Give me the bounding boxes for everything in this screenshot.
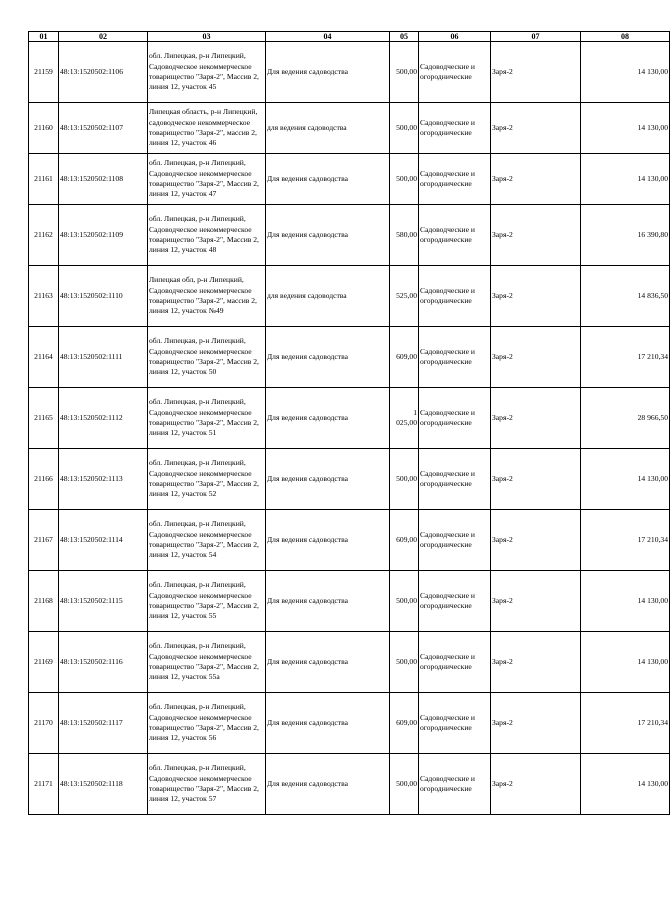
table-row [29, 632, 670, 693]
plot-area: 500,00 [390, 754, 419, 815]
plot-address: Липецкая область, р-н Липецкий, садоводческое некоммерческое товарищество "Заря-2", массив 2, линия 12, участок 46 [148, 103, 266, 154]
land-category: Садоводческие и огороднические [419, 693, 491, 754]
plot-address: обл. Липецкая, р-н Липецкий, Садоводческое некоммерческое товарищество "Заря-2", Массив 2, линия 12, участок 57 [148, 754, 266, 815]
land-category: Садоводческие и огороднические [419, 266, 491, 327]
table-row [29, 154, 670, 205]
plot-address: обл. Липецкая, р-н Липецкий, Садоводческое некоммерческое товарищество "Заря-2", Массив 2, линия 12, участок 45 [148, 42, 266, 103]
land-category: Садоводческие и огороднические [419, 632, 491, 693]
land-category: Садоводческие и огороднические [419, 571, 491, 632]
partnership-name: Заря-2 [491, 42, 581, 103]
table-row [29, 266, 670, 327]
partnership-name: Заря-2 [491, 632, 581, 693]
land-category: Садоводческие и огороднические [419, 327, 491, 388]
plot-address: Липецкая обл, р-н Липецкий, Садоводческое некоммерческое товарищество "Заря-2", массив 2, линия 12, участок №49 [148, 266, 266, 327]
permitted-use: Для ведения садоводства [266, 449, 390, 510]
permitted-use: Для ведения садоводства [266, 693, 390, 754]
partnership-name: Заря-2 [491, 449, 581, 510]
plot-area: 609,00 [390, 693, 419, 754]
land-category: Садоводческие и огороднические [419, 42, 491, 103]
plot-area: 525,00 [390, 266, 419, 327]
permitted-use: Для ведения садоводства [266, 510, 390, 571]
cadastral-cost: 17 210,34 [581, 510, 670, 571]
col-header-02: 02 [59, 32, 148, 42]
cadastral-number: 48:13:1520502:1112 [59, 388, 148, 449]
plot-address: обл. Липецкая, р-н Липецкий, Садоводческое некоммерческое товарищество "Заря-2", Массив 2, линия 12, участок 54 [148, 510, 266, 571]
cadastral-number: 48:13:1520502:1113 [59, 449, 148, 510]
row-number: 21166 [29, 449, 59, 510]
cadastral-cost: 16 390,80 [581, 205, 670, 266]
cadastral-number: 48:13:1520502:1107 [59, 103, 148, 154]
permitted-use: Для ведения садоводства [266, 42, 390, 103]
table-row [29, 103, 670, 154]
table-row [29, 510, 670, 571]
partnership-name: Заря-2 [491, 205, 581, 266]
permitted-use: для ведения садоводства [266, 103, 390, 154]
cadastral-cost: 14 130,00 [581, 154, 670, 205]
row-number: 21170 [29, 693, 59, 754]
cadastral-cost: 14 130,00 [581, 754, 670, 815]
land-category: Садоводческие и огороднические [419, 449, 491, 510]
permitted-use: Для ведения садоводства [266, 632, 390, 693]
col-header-05: 05 [390, 32, 419, 42]
cadastral-number: 48:13:1520502:1110 [59, 266, 148, 327]
row-number: 21162 [29, 205, 59, 266]
table-row [29, 449, 670, 510]
cadastral-number: 48:13:1520502:1108 [59, 154, 148, 205]
land-category: Садоводческие и огороднические [419, 388, 491, 449]
table-row [29, 388, 670, 449]
cadastral-cost: 14 130,00 [581, 449, 670, 510]
table-row [29, 754, 670, 815]
cadastral-number: 48:13:1520502:1106 [59, 42, 148, 103]
land-category: Садоводческие и огороднические [419, 205, 491, 266]
cadastral-cost: 17 210,34 [581, 693, 670, 754]
land-category: Садоводческие и огороднические [419, 754, 491, 815]
row-number: 21160 [29, 103, 59, 154]
partnership-name: Заря-2 [491, 154, 581, 205]
plot-address: обл. Липецкая, р-н Липецкий, Садоводческое некоммерческое товарищество "Заря-2", Массив 2, линия 12, участок 55а [148, 632, 266, 693]
cadastral-number: 48:13:1520502:1118 [59, 754, 148, 815]
partnership-name: Заря-2 [491, 327, 581, 388]
plot-area: 609,00 [390, 510, 419, 571]
row-number: 21165 [29, 388, 59, 449]
cadastral-cost: 14 130,00 [581, 632, 670, 693]
cadastral-number: 48:13:1520502:1115 [59, 571, 148, 632]
document-page [28, 31, 668, 815]
land-category: Садоводческие и огороднические [419, 103, 491, 154]
cadastral-cost: 14 130,00 [581, 103, 670, 154]
header-row [29, 32, 670, 42]
plot-address: обл. Липецкая, р-н Липецкий, Садоводческое некоммерческое товарищество "Заря-2", Массив 2, линия 12, участок 50 [148, 327, 266, 388]
permitted-use: Для ведения садоводства [266, 327, 390, 388]
partnership-name: Заря-2 [491, 510, 581, 571]
partnership-name: Заря-2 [491, 388, 581, 449]
cadastral-cost: 14 130,00 [581, 42, 670, 103]
cadastral-number: 48:13:1520502:1117 [59, 693, 148, 754]
col-header-06: 06 [419, 32, 491, 42]
table-header [29, 32, 670, 42]
plot-area: 500,00 [390, 449, 419, 510]
land-category: Садоводческие и огороднические [419, 154, 491, 205]
plot-area: 500,00 [390, 154, 419, 205]
table-row [29, 327, 670, 388]
partnership-name: Заря-2 [491, 693, 581, 754]
table-row [29, 205, 670, 266]
row-number: 21169 [29, 632, 59, 693]
col-header-04: 04 [266, 32, 390, 42]
plot-address: обл. Липецкая, р-н Липецкий, Садоводческое некоммерческое товарищество "Заря-2", Массив 2, линия 12, участок 48 [148, 205, 266, 266]
partnership-name: Заря-2 [491, 103, 581, 154]
plot-area: 500,00 [390, 571, 419, 632]
partnership-name: Заря-2 [491, 266, 581, 327]
col-header-08: 08 [581, 32, 670, 42]
table-row [29, 42, 670, 103]
plot-area: 500,00 [390, 42, 419, 103]
cadastral-number: 48:13:1520502:1114 [59, 510, 148, 571]
cadastral-cost: 28 966,50 [581, 388, 670, 449]
plot-address: обл. Липецкая, р-н Липецкий, Садоводческое некоммерческое товарищество "Заря-2", Массив 2, линия 12, участок 52 [148, 449, 266, 510]
permitted-use: для ведения садоводства [266, 266, 390, 327]
plot-area: 500,00 [390, 632, 419, 693]
land-category: Садоводческие и огороднические [419, 510, 491, 571]
plot-area: 1 025,00 [390, 388, 419, 449]
row-number: 21159 [29, 42, 59, 103]
row-number: 21164 [29, 327, 59, 388]
row-number: 21163 [29, 266, 59, 327]
cadastral-number: 48:13:1520502:1116 [59, 632, 148, 693]
row-number: 21167 [29, 510, 59, 571]
permitted-use: Для ведения садоводства [266, 571, 390, 632]
table-body [29, 42, 670, 815]
land-plots-table [28, 31, 670, 815]
plot-area: 609,00 [390, 327, 419, 388]
permitted-use: Для ведения садоводства [266, 205, 390, 266]
table-row [29, 693, 670, 754]
plot-area: 580,00 [390, 205, 419, 266]
table-row [29, 571, 670, 632]
row-number: 21171 [29, 754, 59, 815]
permitted-use: Для ведения садоводства [266, 388, 390, 449]
cadastral-number: 48:13:1520502:1109 [59, 205, 148, 266]
col-header-01: 01 [29, 32, 59, 42]
permitted-use: Для ведения садоводства [266, 754, 390, 815]
plot-address: обл. Липецкая, р-н Липецкий, Садоводческое некоммерческое товарищество "Заря-2", Массив 2, линия 12, участок 56 [148, 693, 266, 754]
permitted-use: Для ведения садоводства [266, 154, 390, 205]
col-header-03: 03 [148, 32, 266, 42]
plot-address: обл. Липецкая, р-н Липецкий, Садоводческое некоммерческое товарищество "Заря-2", Массив 2, линия 12, участок 51 [148, 388, 266, 449]
partnership-name: Заря-2 [491, 754, 581, 815]
plot-address: обл. Липецкая, р-н Липецкий, Садоводческое некоммерческое товарищество "Заря-2", Массив 2, линия 12, участок 47 [148, 154, 266, 205]
partnership-name: Заря-2 [491, 571, 581, 632]
cadastral-cost: 14 836,50 [581, 266, 670, 327]
col-header-07: 07 [491, 32, 581, 42]
row-number: 21168 [29, 571, 59, 632]
row-number: 21161 [29, 154, 59, 205]
plot-area: 500,00 [390, 103, 419, 154]
cadastral-cost: 14 130,00 [581, 571, 670, 632]
cadastral-number: 48:13:1520502:1111 [59, 327, 148, 388]
cadastral-cost: 17 210,34 [581, 327, 670, 388]
plot-address: обл. Липецкая, р-н Липецкий, Садоводческое некоммерческое товарищество "Заря-2", Массив 2, линия 12, участок 55 [148, 571, 266, 632]
